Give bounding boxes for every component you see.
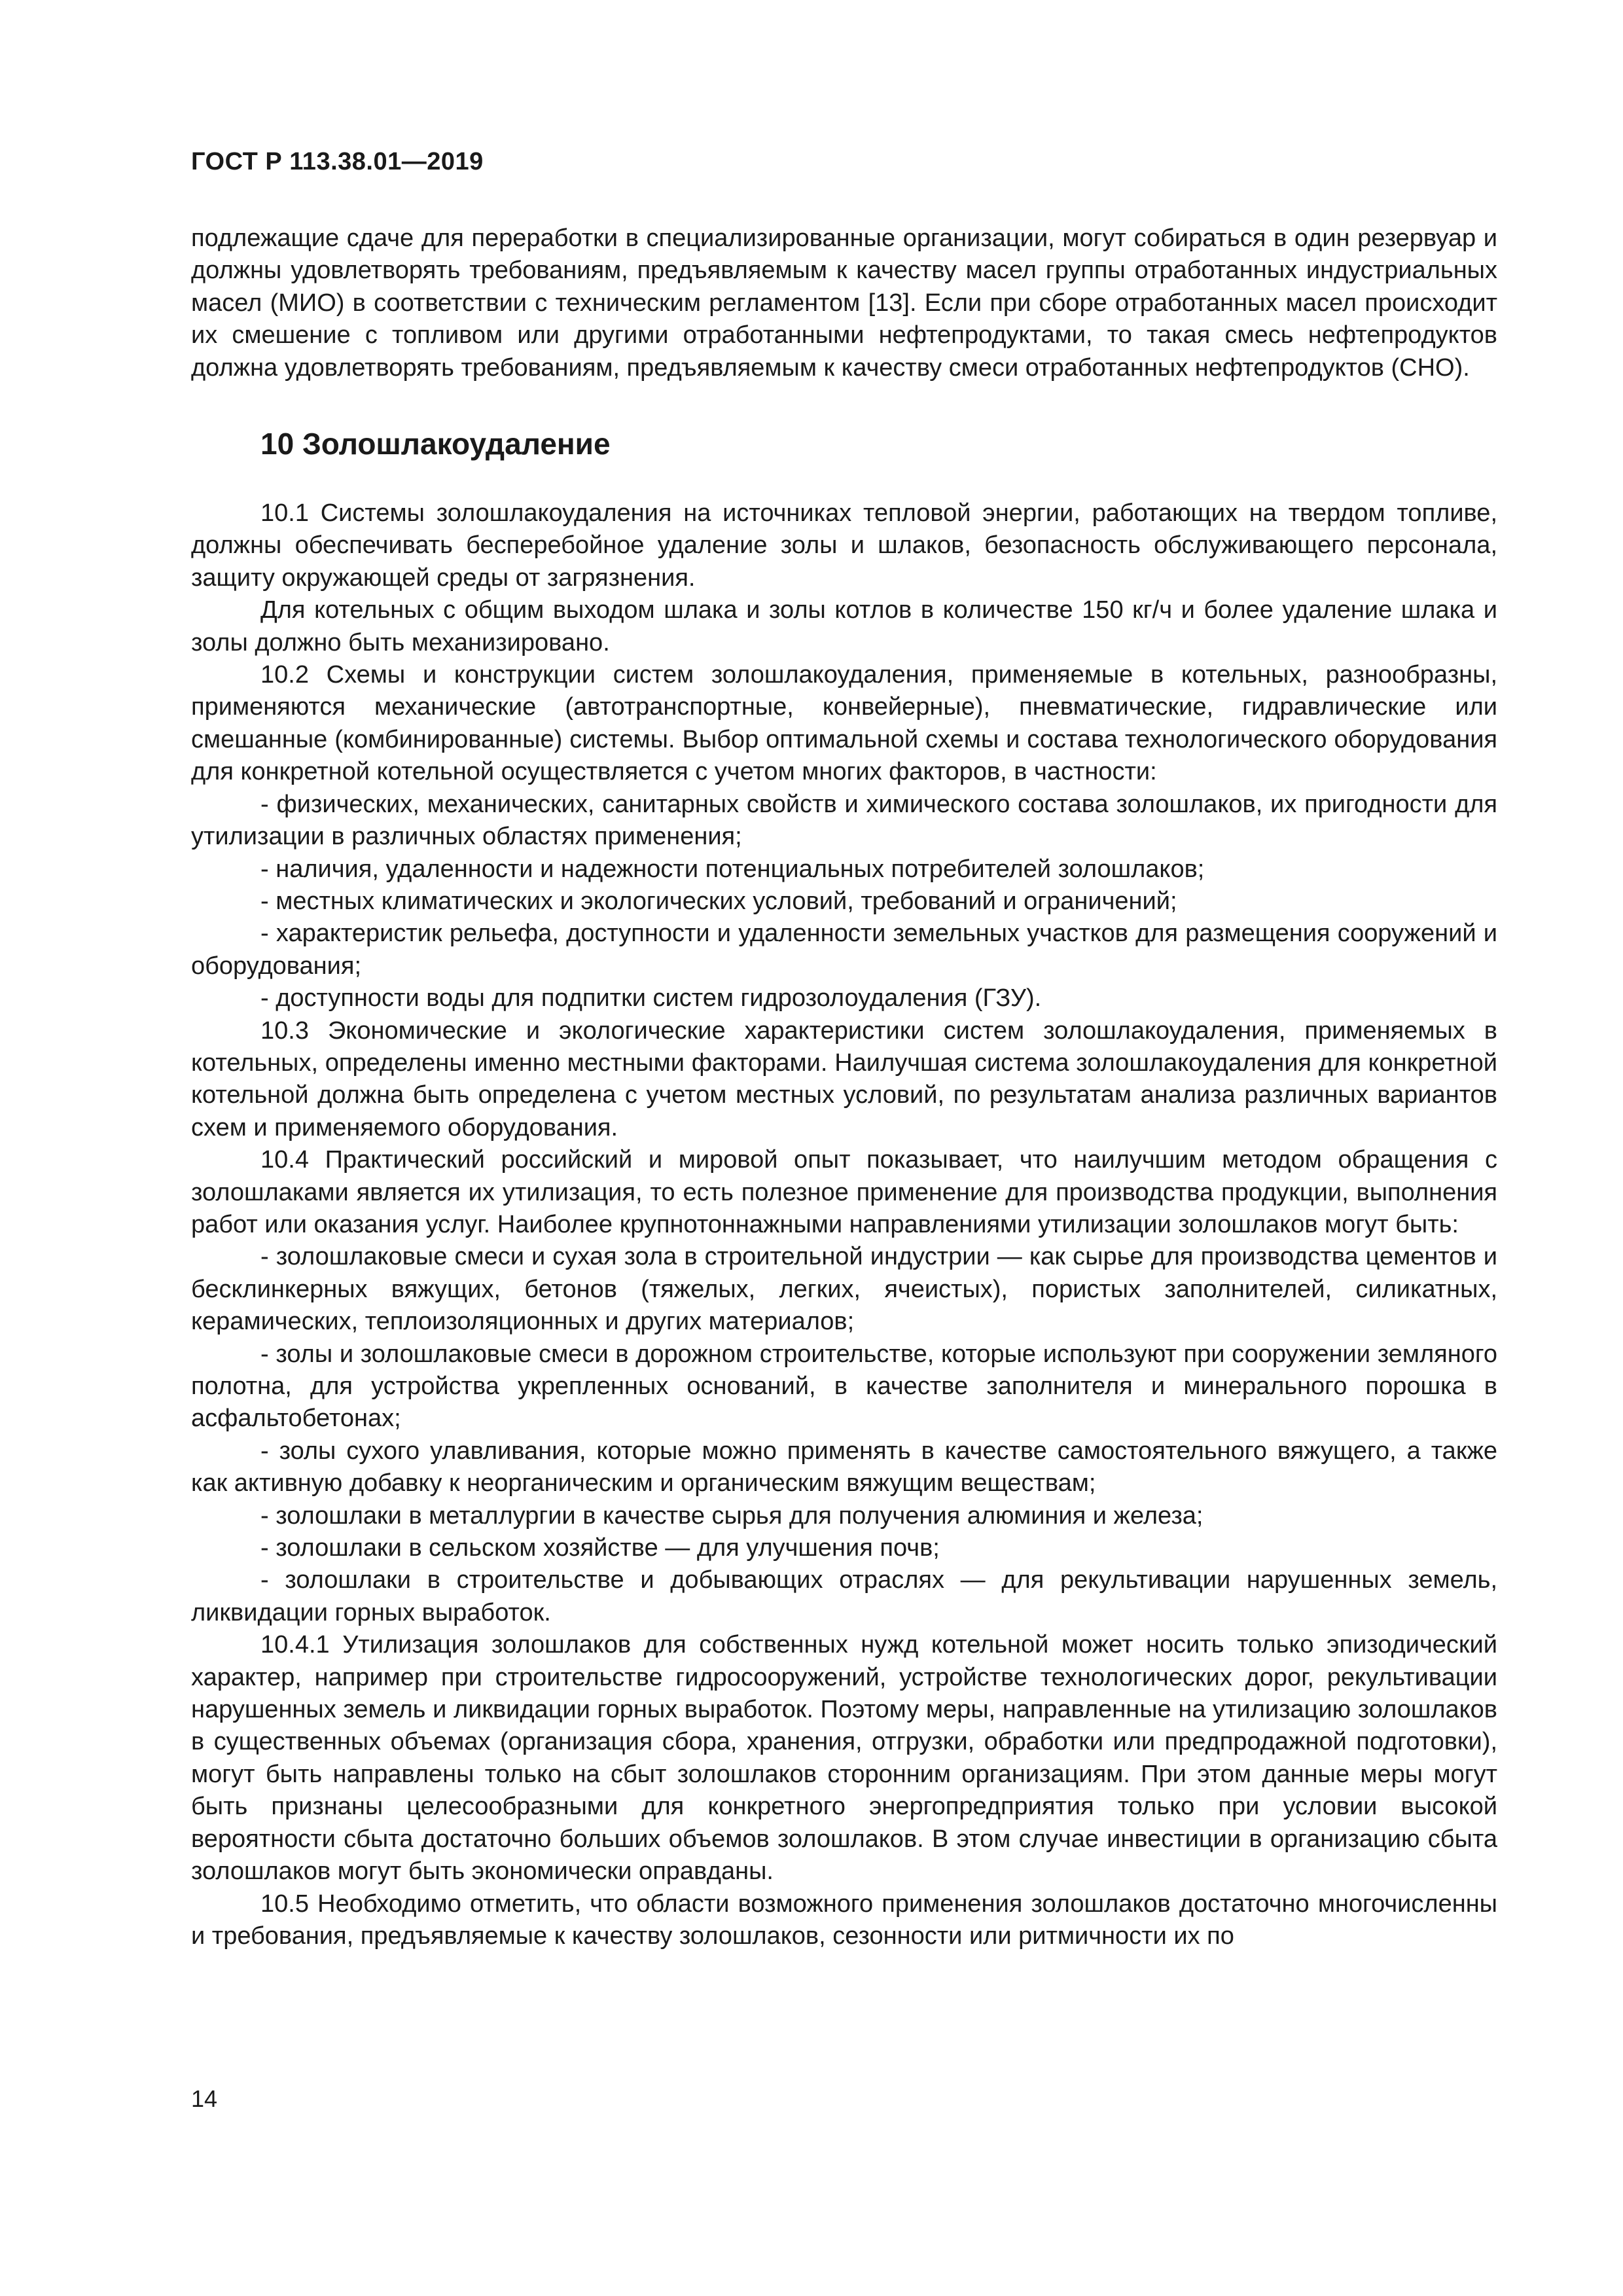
page-number: 14 bbox=[191, 2085, 218, 2112]
paragraph-continuation: подлежащие сдаче для переработки в специализированные организации, могут собираться в один резервуар и должны удовлетворять требованиям, предъявляемым к качеству масел группы отработанных индустриальных масел (МИО) в соответствии с техническим регламентом [13]. Если при сборе отработанных масел происходит их смешение с топливом или другими отработанными нефтепродуктами, то такая смесь нефтепродуктов должна удовлетворять требованиям, предъявляемым к качеству смеси отработанных нефтепродуктов (СНО). bbox=[191, 224, 1497, 382]
paragraph-10-2: 10.2 Схемы и конструкции систем золошлакоудаления, применяемые в котельных, разнообразны, применяются механические (автотранспортные, конвейерные), пневматические, гидравлические или смешанные (комбинированные) системы. Выбор оптимальной схемы и состава технологического оборудования для конкретной котельной осуществляется с учетом многих факторов, в частности: bbox=[191, 661, 1497, 786]
list-item: - доступности воды для подпитки систем гидрозолоудаления (ГЗУ). bbox=[260, 984, 1042, 1013]
paragraph-10-4-1: 10.4.1 Утилизация золошлаков для собственных нужд котельной может носить только эпизодический характер, например при строительстве гидросооружений, устройстве технологических дорог, рекультивации нарушенных земель и ликвидации горных выработок. Поэтому меры, направленные на утилизацию золошлаков в существенных объемах (организация сбора, хранения, отгрузки, обработки или предпродажной подготовки), могут быть направлены только на сбыт золошлаков сторонним организациям. При этом данные меры могут быть признаны целесообразными для конкретного энергопредприятия только при условии высокой вероятности сбыта достаточно больших объемов золошлаков. В этом случае инвестиции в организацию сбыта золошлаков могут быть экономически оправданы. bbox=[191, 1631, 1497, 1886]
list-item: - местных климатических и экологических условий, требований и ограничений; bbox=[260, 887, 1177, 915]
list-item: - физических, механических, санитарных свойств и химического состава золошлаков, их пригодности для утилизации в различных областях применения; bbox=[191, 790, 1497, 851]
document-code-header: ГОСТ Р 113.38.01—2019 bbox=[191, 148, 484, 175]
section-heading: 10 Золошлакоудаление bbox=[260, 427, 611, 461]
list-item: - наличия, удаленности и надежности потенциальных потребителей золошлаков; bbox=[260, 855, 1205, 883]
paragraph-boiler-output: Для котельных с общим выходом шлака и золы котлов в количестве 150 кг/ч и более удаление шлака и золы должно быть механизировано. bbox=[191, 596, 1497, 656]
paragraph-10-5: 10.5 Необходимо отметить, что области возможного применения золошлаков достаточно многочисленны и требования, предъявляемые к качеству золошлаков, сезонности или ритмичности их по bbox=[191, 1890, 1497, 1950]
list-item: - золы сухого улавливания, которые можно применять в качестве самостоятельного вяжущего, а также как активную добавку к неорганическим и органическим вяжущим веществам; bbox=[191, 1437, 1497, 1498]
list-item: - золы и золошлаковые смеси в дорожном строительстве, которые используют при сооружении земляного полотна, для устройства укрепленных оснований, в качестве заполнителя и минерального порошка в асфальтобетонах; bbox=[191, 1340, 1497, 1433]
list-item: - золошлаки в сельском хозяйстве — для улучшения почв; bbox=[260, 1534, 940, 1562]
paragraph-10-3: 10.3 Экономические и экологические характеристики систем золошлакоудаления, применяемых в котельных, определены именно местными факторами. Наилучшая система золошлакоудаления для конкретной котельной должна быть определена с учетом местных условий, по результатам анализа различных вариантов схем и применяемого оборудования. bbox=[191, 1016, 1497, 1141]
paragraph-10-1: 10.1 Системы золошлакоудаления на источниках тепловой энергии, работающих на твердом топливе, должны обеспечивать бесперебойное удаление золы и шлаков, безопасность обслуживающего персонала, защиту окружающей среды от загрязнения. bbox=[191, 499, 1497, 592]
list-item: - характеристик рельефа, доступности и удаленности земельных участков для размещения сооружений и оборудования; bbox=[191, 920, 1497, 980]
paragraph-10-4: 10.4 Практический российский и мировой опыт показывает, что наилучшим методом обращения с золошлаками является их утилизация, то есть полезное применение для производства продукции, выполнения работ или оказания услуг. Наиболее крупнотоннажными направлениями утилизации золошлаков могут быть: bbox=[191, 1146, 1497, 1238]
list-item: - золошлаковые смеси и сухая зола в строительной индустрии — как сырье для производства цементов и бесклинкерных вяжущих, бетонов (тяжелых, легких, ячеистых), пористых заполнителей, силикатных, керамических, теплоизоляционных и других материалов; bbox=[191, 1243, 1497, 1336]
list-item: - золошлаки в строительстве и добывающих отраслях — для рекультивации нарушенных земель, ликвидации горных выработок. bbox=[191, 1566, 1497, 1626]
page-body bbox=[191, 223, 1497, 1952]
list-item: - золошлаки в металлургии в качестве сырья для получения алюминия и железа; bbox=[260, 1501, 1204, 1530]
